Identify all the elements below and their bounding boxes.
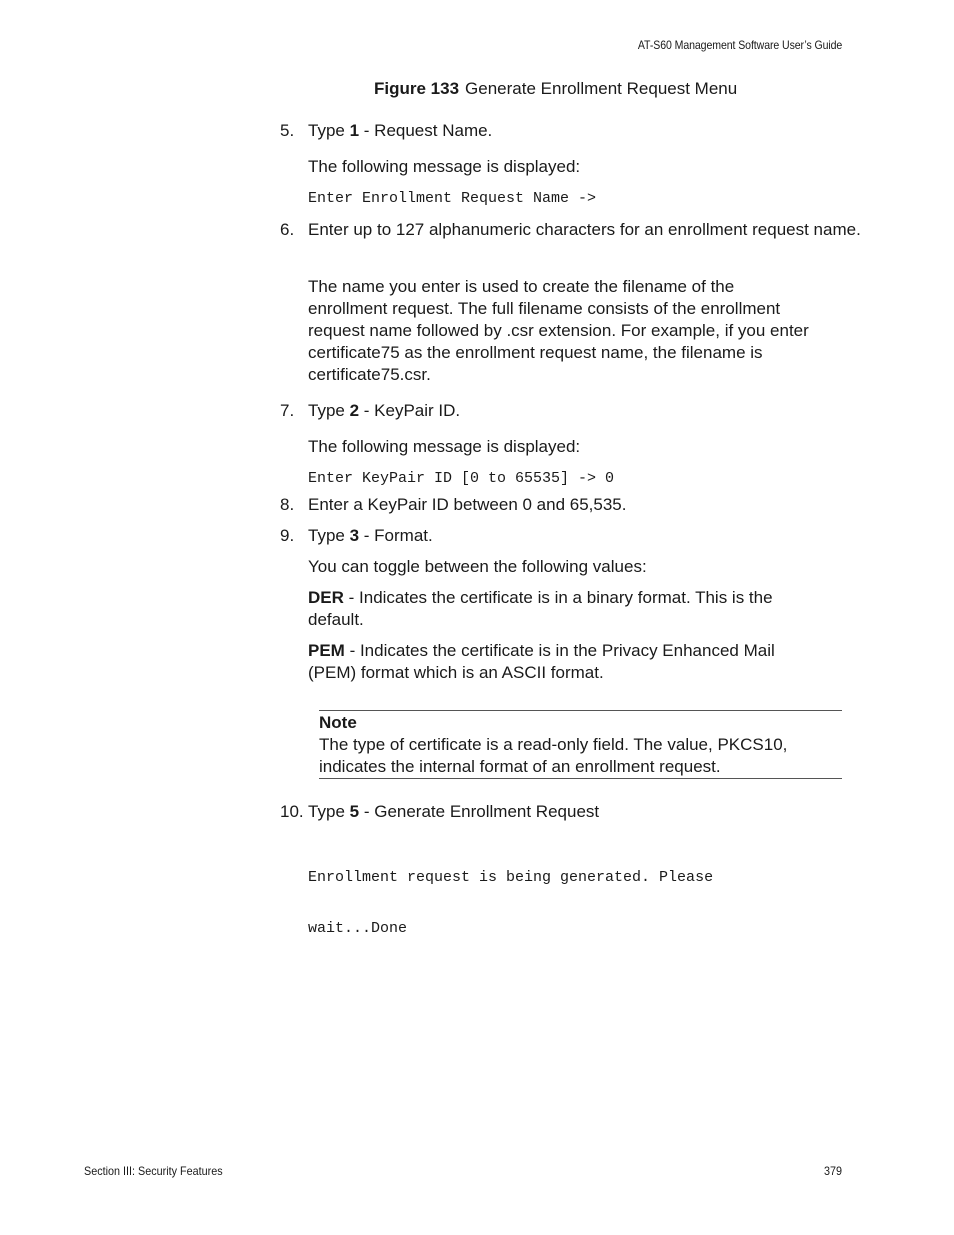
console-output: Enter KeyPair ID [0 to 65535] -> 0 bbox=[308, 470, 615, 487]
toggle-intro: You can toggle between the following values: bbox=[308, 557, 647, 576]
step-number: 7. bbox=[280, 401, 295, 420]
figure-caption bbox=[374, 79, 737, 99]
menu-key: 2 bbox=[349, 401, 360, 420]
step-number: 9. bbox=[280, 526, 295, 545]
menu-key: 1 bbox=[349, 121, 360, 140]
step-number: 6. bbox=[280, 220, 295, 239]
running-header: AT-S60 Management Software User’s Guide bbox=[637, 38, 842, 52]
step-8: 8. Enter a KeyPair ID between 0 and 65,535. bbox=[280, 495, 627, 514]
filename-explanation: The name you enter is used to create the filename of the enrollment request. The full filename consists of the enrollment request name followed by .csr extension. For example, if you enter certificate75 as the enrollment request name, the filename is certificate75.csr. bbox=[308, 277, 809, 384]
console-output: Enter Enrollment Request Name -> bbox=[308, 190, 597, 207]
message-intro: The following message is displayed: bbox=[308, 157, 581, 176]
message-intro: The following message is displayed: bbox=[308, 437, 581, 456]
pem-term: PEM bbox=[308, 641, 345, 660]
note-title: Note bbox=[319, 713, 357, 732]
footer-section: Section III: Security Features bbox=[84, 1164, 223, 1178]
step-7: 7. Type 2 - KeyPair ID. bbox=[280, 401, 461, 420]
step-6: 6. Enter up to 127 alphanumeric characters for an enrollment request name. bbox=[280, 220, 861, 239]
step-number: 10. bbox=[280, 802, 304, 821]
menu-key: 3 bbox=[349, 526, 360, 545]
step-number: 8. bbox=[280, 495, 295, 514]
step-5: 5. Type 1 - Request Name. bbox=[280, 121, 493, 140]
note-text: The type of certificate is a read-only field. The value, PKCS10, indicates the internal format of an enrollment request. bbox=[319, 735, 788, 776]
step-number: 5. bbox=[280, 121, 295, 140]
step-10: 10. Type 5 - Generate Enrollment Request bbox=[280, 802, 600, 821]
menu-key: 5 bbox=[349, 802, 360, 821]
figure-label: Figure 133 bbox=[374, 79, 460, 98]
der-definition: DER - Indicates the certificate is in a binary format. This is the default. bbox=[308, 588, 773, 629]
note-box bbox=[319, 710, 842, 779]
console-output: Enrollment request is being generated. Please wait...Done bbox=[308, 869, 714, 937]
figure-title: Generate Enrollment Request Menu bbox=[465, 79, 738, 98]
step-9: 9. Type 3 - Format. bbox=[280, 526, 433, 545]
der-term: DER bbox=[308, 588, 344, 607]
page-number: 379 bbox=[823, 1164, 842, 1178]
pem-definition: PEM - Indicates the certificate is in the Privacy Enhanced Mail (PEM) format which is an ASCII format. bbox=[308, 641, 775, 682]
